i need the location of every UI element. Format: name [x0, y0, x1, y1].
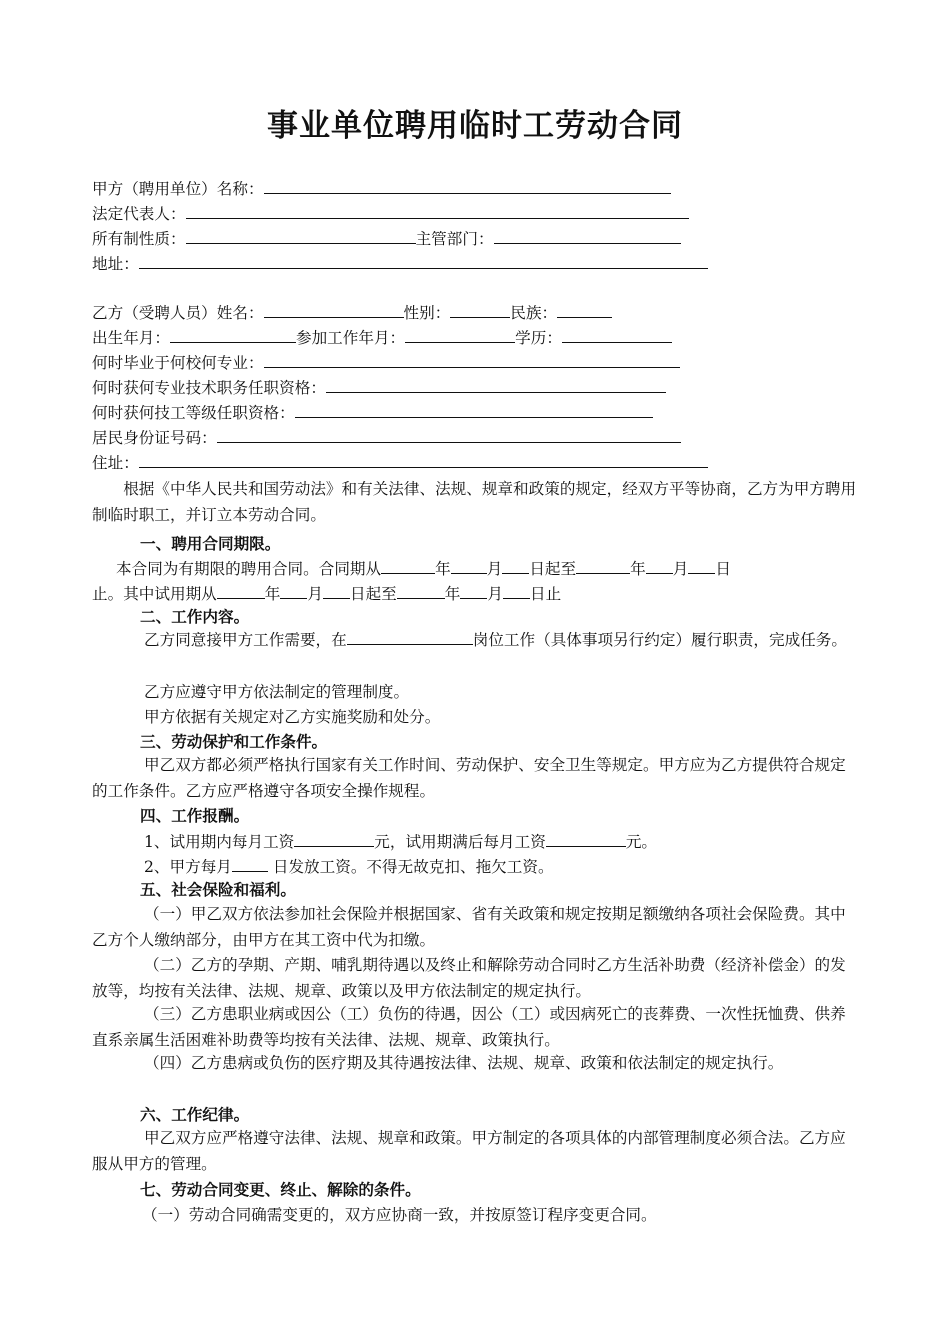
s2-paragraph-3: 甲方依据有关规定对乙方实施奖励和处分。 [144, 708, 441, 726]
s1-probation-end-year-blank[interactable] [397, 582, 445, 599]
section-6-heading: 六、工作纪律。 [140, 1105, 250, 1124]
year-label: 年 [435, 560, 451, 578]
month-label: 月 [672, 560, 689, 578]
party-a-rep-blank[interactable] [186, 202, 689, 219]
s2-p1-text-b: 岗位工作（具体事项另行约定）履行职责，完成任务。 [472, 631, 847, 649]
s3-paragraph-1: 甲乙双方都必须严格执行国家有关工作时间、劳动保护、安全卫生等规定。甲方应为乙方提供符合规定的工作条件。乙方应严格遵守各项安全操作规程。 [92, 756, 846, 800]
s1-start-month-blank[interactable] [451, 557, 487, 574]
s1-probation-end-day-blank[interactable] [503, 582, 530, 599]
party-b-skill-line [92, 401, 653, 423]
party-a-ownership-blank[interactable] [186, 227, 416, 244]
party-a-rep-label: 法定代表人： [92, 205, 186, 223]
section-7-heading: 七、劳动合同变更、终止、解除的条件。 [140, 1180, 421, 1199]
document-title: 事业单位聘用临时工劳动合同 [267, 108, 683, 144]
s6-paragraph-1: 甲乙双方应严格遵守法律、法规、规章和政策。甲方制定的各项具体的内部管理制度必须合法。乙方应服从甲方的管理。 [92, 1129, 846, 1173]
s1-probation-end-month-blank[interactable] [460, 582, 487, 599]
party-b-birth-line [92, 326, 672, 348]
s2-p1-text-a: 乙方同意接甲方工作需要，在 [144, 631, 347, 649]
s1-start-day-blank[interactable] [502, 557, 529, 574]
s4-yuan-text: 元。 [625, 833, 658, 851]
s1-end-day-blank[interactable] [688, 557, 715, 574]
party-b-edu-blank[interactable] [562, 326, 672, 343]
s1-start-year-blank[interactable] [381, 557, 435, 574]
s5-paragraph-4: （四）乙方患病或负伤的医疗期及其待遇按法律、法规、规章、政策和依法制定的规定执行。 [144, 1054, 784, 1072]
year-label: 年 [264, 585, 281, 603]
s5-paragraph-2: （二）乙方的孕期、产期、哺乳期待遇以及终止和解除劳动合同时乙方生活补助费（经济补偿金）的发放等，均按有关法律、法规、规章、政策以及甲方依法制定的规定执行。 [92, 956, 846, 1000]
party-b-residence-label: 住址： [92, 454, 139, 472]
party-a-address-blank[interactable] [139, 252, 708, 269]
party-b-skill-blank[interactable] [295, 401, 653, 418]
party-b-birth-blank[interactable] [170, 326, 296, 343]
year-label: 年 [630, 560, 646, 578]
s1-contract-term-line [116, 557, 731, 579]
party-a-ownership-label: 所有制性质： [92, 230, 186, 248]
party-a-name-blank[interactable] [264, 177, 671, 194]
party-b-name-line [92, 301, 612, 323]
party-a-name-line [92, 177, 671, 199]
section-2-heading: 二、工作内容。 [140, 607, 250, 626]
s4-payday-blank[interactable] [232, 855, 268, 872]
s4-probation-salary-text: 1、试用期内每月工资 [144, 833, 295, 851]
party-a-ownership-line [92, 227, 681, 249]
section-1-heading: 一、聘用合同期限。 [140, 534, 281, 553]
party-b-grad-line [92, 351, 680, 373]
party-b-work-start-label: 参加工作年月： [295, 329, 406, 347]
party-b-gender-label: 性别： [403, 304, 451, 322]
s1-probation-line [92, 582, 561, 604]
s1-end-year-blank[interactable] [576, 557, 630, 574]
party-b-id-line [92, 426, 681, 448]
s5-paragraph-3: （三）乙方患职业病或因公（工）负伤的待遇，因公（工）或因病死亡的丧葬费、一次性抚恤费、供养直系亲属生活困难补助费等均按有关法律、法规、规章、政策执行。 [92, 1005, 846, 1049]
party-b-grad-label: 何时毕业于何校何专业： [92, 354, 264, 372]
s2-position-blank[interactable] [347, 628, 473, 645]
year-label: 年 [444, 585, 461, 603]
party-b-ethnic-blank[interactable] [557, 301, 612, 318]
day-from-label: 日起至 [349, 585, 397, 603]
s1-end-month-blank[interactable] [646, 557, 673, 574]
month-label: 月 [307, 585, 323, 603]
party-b-id-blank[interactable] [217, 426, 681, 443]
s4-salary-line [144, 830, 657, 852]
party-a-address-line [92, 252, 708, 274]
s1-probation-start-month-blank[interactable] [280, 582, 307, 599]
party-b-residence-line [92, 451, 708, 473]
party-a-rep-line [92, 202, 689, 224]
party-b-tech-line [92, 376, 666, 398]
s7-paragraph-1: （一）劳动合同确需变更的，双方应协商一致，并按原签订程序变更合同。 [142, 1206, 657, 1224]
s4-regular-salary-blank[interactable] [546, 830, 626, 847]
party-b-grad-blank[interactable] [264, 351, 680, 368]
s2-paragraph-1 [92, 628, 860, 654]
party-a-dept-label: 主管部门： [415, 230, 494, 248]
party-b-name-label: 乙方（受聘人员）姓名： [92, 304, 264, 322]
party-b-id-label: 居民身份证号码： [92, 429, 217, 447]
s1-probation-start-year-blank[interactable] [217, 582, 265, 599]
party-b-work-start-blank[interactable] [405, 326, 515, 343]
party-b-birth-label: 出生年月： [92, 329, 170, 347]
s2-paragraph-2: 乙方应遵守甲方依法制定的管理制度。 [144, 683, 410, 701]
party-b-skill-label: 何时获何技工等级任职资格： [92, 404, 295, 422]
section-4-heading: 四、工作报酬。 [140, 806, 250, 825]
party-a-dept-blank[interactable] [494, 227, 681, 244]
section-3-heading: 三、劳动保护和工作条件。 [140, 732, 328, 751]
day-end-label: 日止 [530, 585, 562, 603]
party-b-name-blank[interactable] [264, 301, 404, 318]
s4-payday-text: 2、甲方每月 [144, 858, 232, 876]
month-label: 月 [486, 560, 503, 578]
s4-payday-line [144, 855, 554, 877]
day-from-label: 日起至 [529, 560, 577, 578]
s4-payday-text-b: 日发放工资。不得无故克扣、拖欠工资。 [267, 858, 554, 876]
party-b-gender-blank[interactable] [450, 301, 510, 318]
party-b-residence-blank[interactable] [139, 451, 708, 468]
month-label: 月 [487, 585, 503, 603]
s1-term-text: 本合同为有期限的聘用合同。合同期从 [116, 560, 382, 578]
s4-regular-salary-text: 元，试用期满后每月工资 [374, 833, 546, 851]
s5-paragraph-1: （一）甲乙双方依法参加社会保险并根据国家、省有关政策和规定按期足额缴纳各项社会保险费。其中乙方个人缴纳部分，由甲方在其工资中代为扣缴。 [92, 905, 846, 949]
party-b-tech-blank[interactable] [326, 376, 666, 393]
party-a-name-label: 甲方（聘用单位）名称： [92, 180, 264, 198]
party-b-tech-label: 何时获何专业技术职务任职资格： [92, 379, 326, 397]
party-a-address-label: 地址： [92, 255, 139, 273]
s1-probation-text: 止。其中试用期从 [92, 585, 217, 603]
day-label: 日 [715, 560, 731, 578]
s4-probation-salary-blank[interactable] [294, 830, 374, 847]
section-5-heading: 五、社会保险和福利。 [140, 880, 296, 899]
party-b-ethnic-label: 民族： [510, 304, 558, 322]
s1-probation-start-day-blank[interactable] [323, 582, 350, 599]
intro-paragraph: 根据《中华人民共和国劳动法》和有关法律、法规、规章和政策的规定，经双方平等协商，乙方为甲方聘用制临时职工，并订立本劳动合同。 [92, 480, 857, 524]
party-b-edu-label: 学历： [515, 329, 562, 347]
